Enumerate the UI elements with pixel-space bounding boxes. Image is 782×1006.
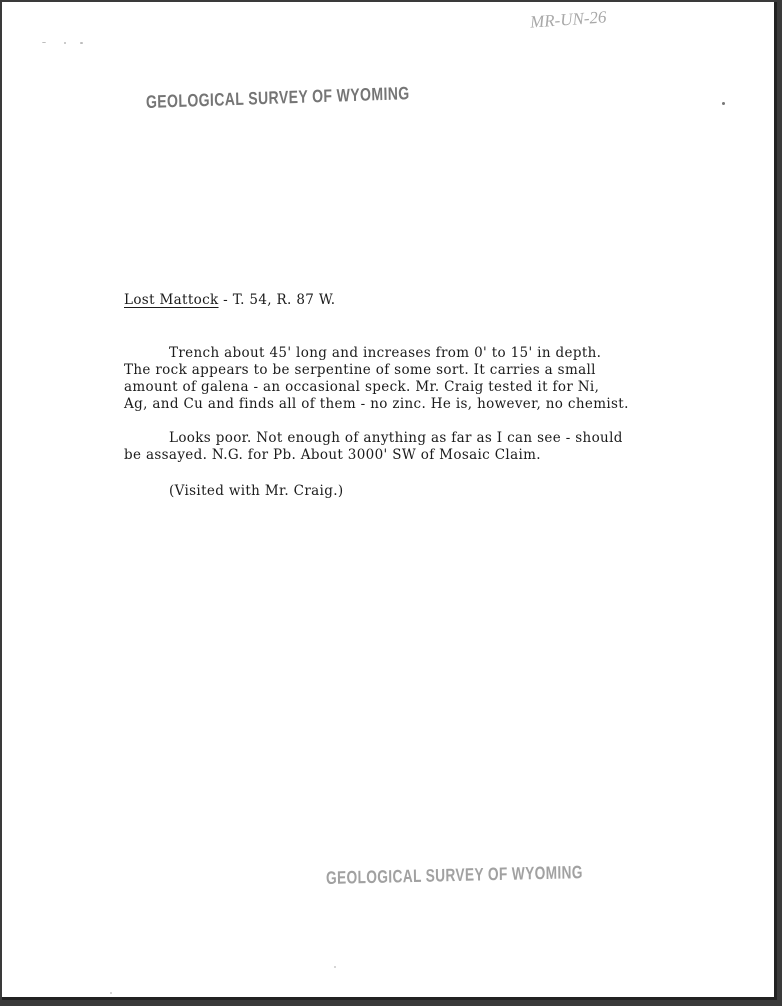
paragraph-1-line-2: The rock appears to be serpentine of some sort. It carries a small — [124, 362, 596, 378]
site-name: Lost Mattock — [124, 292, 219, 308]
scan-speck — [334, 966, 336, 968]
survey-stamp-bottom: GEOLOGICAL SURVEY OF WYOMING — [325, 862, 584, 888]
paragraph-1-line-1: Trench about 45' long and increases from 0' to 15' in depth. — [169, 345, 602, 361]
scan-speck — [80, 42, 83, 44]
file-reference-mark: MR-UN-26 — [529, 7, 608, 32]
paragraph-3-line-1: (Visited with Mr. Craig.) — [169, 483, 344, 499]
paragraph-1-line-3: amount of galena - an occasional speck. Mr. Craig tested it for Ni, — [124, 379, 600, 395]
report-heading — [124, 292, 335, 308]
site-location: - T. 54, R. 87 W. — [218, 292, 336, 308]
survey-stamp-top: GEOLOGICAL SURVEY OF WYOMING — [145, 83, 410, 112]
scan-speck — [64, 42, 66, 44]
paragraph-2-line-1: Looks poor. Not enough of anything as far as I can see - should — [169, 430, 623, 446]
document-page — [2, 2, 777, 1000]
scan-speck — [722, 102, 725, 105]
paragraph-2-line-2: be assayed. N.G. for Pb. About 3000' SW of Mosaic Claim. — [124, 447, 541, 463]
scan-speck — [110, 992, 112, 994]
paragraph-1-line-4: Ag, and Cu and finds all of them - no zinc. He is, however, no chemist. — [124, 396, 629, 412]
scan-speck — [42, 42, 46, 43]
